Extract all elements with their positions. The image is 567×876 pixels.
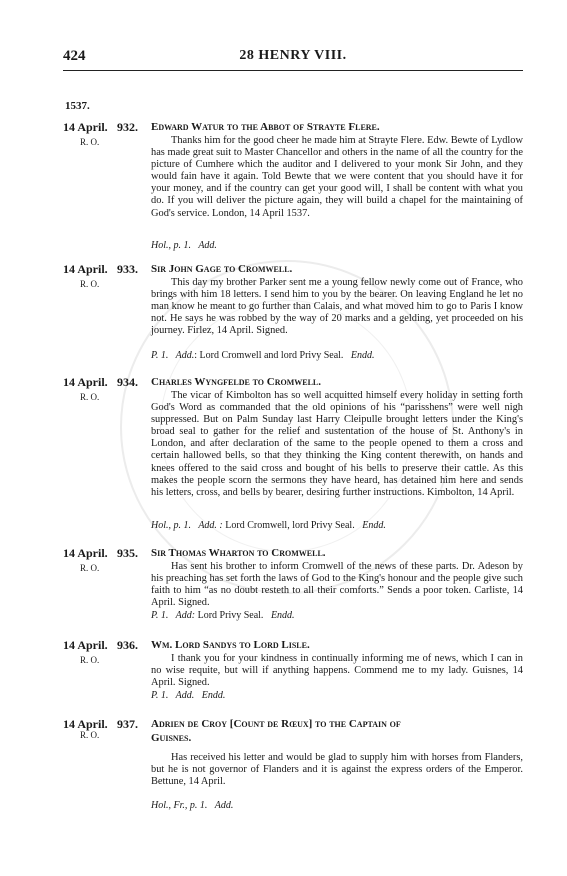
entry-text: Thanks him for the good cheer he made him at Strayte Flere. Edw. Bewte of Lydlow has made great suit to Master Chancellor and others in the name of all the country for the picture of Cumhere which the auditor and I delivered to your monk Sir John, and they would fain have it again. Told Bewte that we were content that you should have it for your money, and if the country can get your good will, I shall be content with what you do. If you will deliver the picture again, they will build a chapel for the maintaining of God's service. London, 14 April 1537. (151, 135, 523, 219)
note-desc: P. 1. (151, 690, 169, 701)
entry-note (151, 690, 225, 701)
note-address: : Lord Cromwell and lord Privy Seal. (194, 350, 344, 361)
entry-source: R. O. (80, 563, 100, 573)
note-desc: Hol., p. 1. (151, 520, 191, 531)
entry-title: Adrien de Croy [Count de Rœux] to the Captain of (151, 718, 401, 730)
entry-title: Charles Wyngfelde to Cromwell. (151, 376, 322, 388)
entry-date: 14 April. (63, 717, 108, 731)
entry-title: Wm. Lord Sandys to Lord Lisle. (151, 639, 310, 651)
entry-title: Sir John Gage to Cromwell. (151, 263, 293, 275)
page-number: 424 (63, 48, 86, 64)
entry-text: Has sent his brother to inform Cromwell of the news of these parts. Dr. Adeson by his preaching has set forth the laws of God to the King's honour and the people give such faith to him “as no doubt resteth to all their comforts.” Sends a poor token. Carliste, 14 April. Signed. (151, 561, 523, 609)
entry-note (151, 350, 375, 361)
note-add: Add. : (198, 520, 223, 531)
note-add: Add. (175, 690, 195, 701)
entry-note (151, 240, 217, 251)
entry-date: 14 April. (63, 120, 108, 134)
entry-number: 936. (117, 638, 138, 652)
entry-text: Has received his letter and would be glad to supply him with horses from Flanders, but he is not governor of Flanders and it is against the express orders of the Emperor. Bettune, 14 April. (151, 752, 523, 788)
entry-date: 14 April. (63, 638, 108, 652)
entry-source: R. O. (80, 137, 100, 147)
entry-source: R. O. (80, 392, 100, 402)
entry-date: 14 April. (63, 262, 108, 276)
entry-date: 14 April. (63, 546, 108, 560)
entry-title: Sir Thomas Wharton to Cromwell. (151, 547, 326, 559)
year-label: 1537. (65, 100, 90, 112)
note-add: Add: (175, 610, 196, 621)
entry-title: Edward Watur to the Abbot of Strayte Flere. (151, 121, 380, 133)
entry-text: The vicar of Kimbolton has so well acquitted himself every holiday in setting forth God's Word as commanded that the old opinions of his “parisshens” were well nigh suppressed. But on Palm Sunday last Harry Cleipulle brought letters under the King's broad seal to gather for the relief and sustentation of the house of St. Anthony's in London, and after declaration of the same to the people opened to them a cross and certain hallowed bells, so that they thinking the King content therewith, on hands and knees offered to the said cross and bought of his bells to preserve their cattle. As this makes the people scorn the sermons they have heard, has detained him here and sends his letters, cross, and bells by bearer, desiring further instructions. Kimbolton, 14 April. (151, 390, 523, 498)
entry-date: 14 April. (63, 375, 108, 389)
page-header (63, 48, 523, 68)
note-add: Add. (175, 350, 195, 361)
running-title: 28 HENRY VIII. (239, 48, 347, 63)
entry-text: I thank you for your kindness in continually informing me of news, which I can in no wise requite, but will if anything happens. Commend me to my lady. Guisnes, 14 April. Signed. (151, 653, 523, 689)
note-desc: P. 1. (151, 350, 169, 361)
entry-number: 937. (117, 717, 138, 731)
note-endd: Endd. (350, 350, 375, 361)
entry-number: 933. (117, 262, 138, 276)
entry-number: 934. (117, 375, 138, 389)
entry-text: This day my brother Parker sent me a young fellow newly come out of France, who brings with him 18 letters. I send him to you by the bearer. On leaving England he let no man know he meant to go further than Calais, and what moved him to go to Paris I know not. He says he was robbed by the way of 20 marks and a gelding, yet proceeded on his journey. Firlez, 14 April. Signed. (151, 277, 523, 337)
note-desc: Hol., Fr., p. 1. (151, 800, 208, 811)
note-add: Add. (214, 800, 234, 811)
note-endd: Endd. (362, 520, 386, 531)
note-endd: Endd. (270, 610, 295, 621)
entry-source: R. O. (80, 655, 100, 665)
header-rule (63, 70, 523, 71)
note-address: Lord Privy Seal. (197, 610, 264, 621)
entry-note (151, 800, 233, 811)
note-address: Lord Cromwell, lord Privy Seal. (225, 520, 355, 531)
entry-source: R. O. (80, 279, 100, 289)
entry-number: 935. (117, 546, 138, 560)
note-add: Add. (198, 240, 217, 251)
note-endd: Endd. (201, 690, 226, 701)
entry-note (151, 520, 386, 531)
entry-number: 932. (117, 120, 138, 134)
note-desc: Hol., p. 1. (151, 240, 191, 251)
entry-title-continued: Guisnes. (151, 732, 192, 744)
entry-source: R. O. (80, 730, 100, 740)
note-desc: P. 1. (151, 610, 169, 621)
entry-note (151, 610, 295, 621)
